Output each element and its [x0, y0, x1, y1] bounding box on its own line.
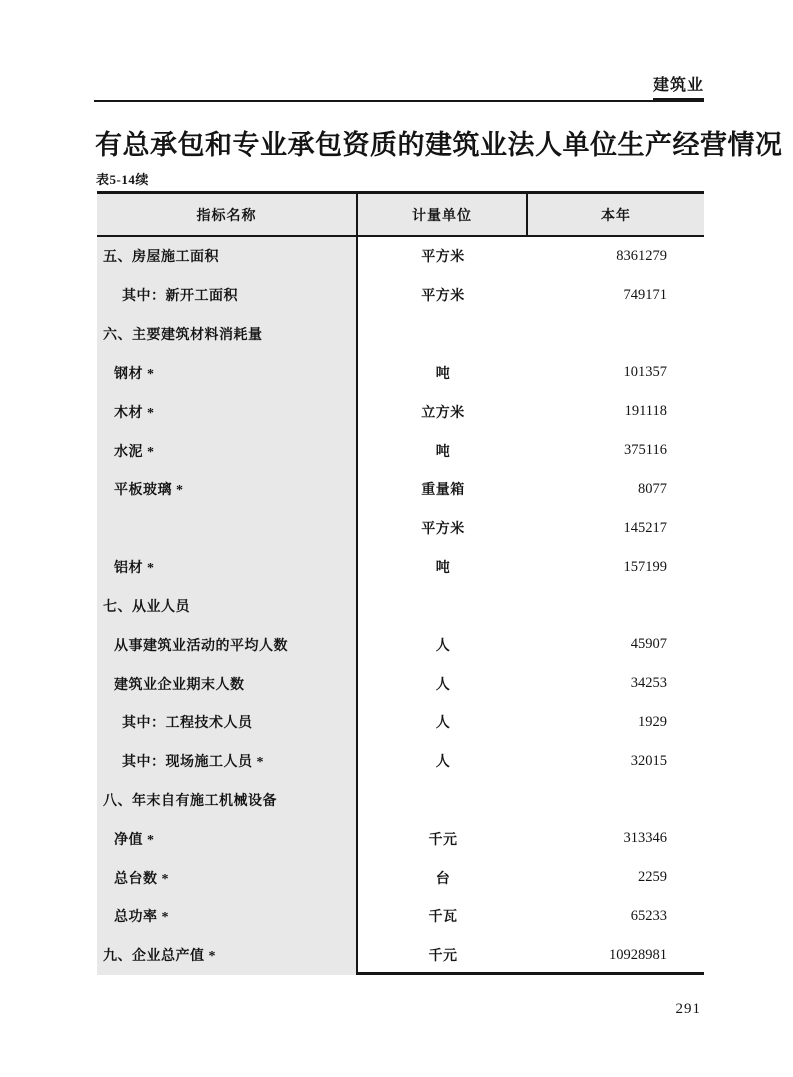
table-row: [97, 509, 704, 548]
value-cell: [528, 315, 704, 354]
unit-cell: 平方米: [421, 522, 465, 538]
table-row: [97, 237, 704, 276]
indicator-cell: 铝材 *: [97, 548, 358, 587]
unit-cell: 平方米: [421, 289, 465, 305]
table-row: [97, 431, 704, 470]
table-row: [97, 781, 704, 820]
indicator-cell: 木材 *: [97, 392, 358, 431]
unit-cell: 千瓦: [428, 910, 458, 926]
table-row: [97, 819, 704, 858]
indicator-cell: 总功率 *: [97, 897, 358, 936]
table-row: [97, 470, 704, 509]
value-cell: 749171: [623, 286, 667, 303]
table-row: [97, 315, 704, 354]
value-cell: 32015: [630, 752, 667, 769]
page-number: 291: [675, 1001, 701, 1017]
indicator-cell: 建筑业企业期末人数: [97, 664, 358, 703]
unit-cell: 人: [435, 677, 451, 693]
table-row: [97, 353, 704, 392]
unit-cell: 吨: [435, 561, 451, 577]
col-header-measure-unit: 计量单位: [358, 194, 528, 235]
page-title: 有总承包和专业承包资质的建筑业法人单位生产经营情况: [95, 130, 783, 160]
indicator-cell: [97, 509, 358, 548]
table-row: [97, 858, 704, 897]
table-row: [97, 392, 704, 431]
indicator-cell: 总台数 *: [97, 858, 358, 897]
unit-cell: 人: [435, 638, 451, 654]
value-cell: [528, 781, 704, 820]
indicator-cell: 钢材 *: [97, 353, 358, 392]
value-cell: 2259: [638, 869, 667, 886]
indicator-cell: 其中：工程技术人员: [97, 703, 358, 742]
table-row: [97, 548, 704, 587]
table-row: [97, 664, 704, 703]
unit-cell: 重量箱: [421, 483, 465, 499]
col-header-current-year: 本年: [528, 194, 704, 235]
indicator-cell: 平板玻璃 *: [97, 470, 358, 509]
indicator-cell: 七、从业人员: [97, 586, 358, 625]
unit-cell: 平方米: [421, 250, 465, 266]
unit-cell: 立方米: [421, 405, 465, 421]
value-cell: 375116: [624, 442, 667, 459]
indicator-cell: 五、房屋施工面积: [97, 237, 358, 276]
value-cell: 65233: [630, 907, 667, 924]
indicator-cell: 九、企业总产值 *: [97, 936, 358, 975]
running-head: 建筑业: [653, 76, 704, 100]
value-cell: 34253: [630, 675, 667, 692]
table-row: [97, 586, 704, 625]
table-label: 表5-14续: [96, 172, 149, 187]
table-row: [97, 936, 704, 975]
statistics-table: [97, 191, 704, 975]
value-cell: 8361279: [616, 247, 667, 264]
value-cell: 101357: [623, 364, 667, 381]
unit-cell: 台: [435, 871, 451, 887]
indicator-cell: 从事建筑业活动的平均人数: [97, 625, 358, 664]
table-body: [97, 237, 704, 975]
unit-cell: 人: [435, 716, 451, 732]
unit-cell: 吨: [435, 366, 451, 382]
indicator-cell: 其中：现场施工人员 *: [97, 742, 358, 781]
indicator-cell: 八、年末自有施工机械设备: [97, 781, 358, 820]
indicator-cell: 六、主要建筑材料消耗量: [97, 315, 358, 354]
col-header-indicator-name: 指标名称: [97, 194, 358, 235]
value-cell: 8077: [638, 480, 667, 497]
header-rule: [94, 100, 704, 102]
table-row: [97, 276, 704, 315]
table-row: [97, 742, 704, 781]
value-cell: [528, 586, 704, 625]
table-row: [97, 703, 704, 742]
indicator-cell: 净值 *: [97, 819, 358, 858]
value-cell: 313346: [623, 830, 667, 847]
indicator-cell: 其中：新开工面积: [97, 276, 358, 315]
unit-cell: 千元: [428, 832, 458, 848]
unit-cell: 人: [435, 755, 451, 771]
value-cell: 1929: [638, 713, 667, 730]
table-row: [97, 897, 704, 936]
unit-cell: [358, 586, 528, 625]
value-cell: 157199: [623, 558, 667, 575]
value-cell: 145217: [623, 519, 667, 536]
unit-cell: 吨: [435, 444, 451, 460]
table-header-row: [97, 191, 704, 237]
indicator-cell: 水泥 *: [97, 431, 358, 470]
value-cell: 191118: [624, 403, 667, 420]
value-cell: 45907: [630, 636, 667, 653]
table-row: [97, 625, 704, 664]
unit-cell: [358, 781, 528, 820]
value-cell: 10928981: [609, 946, 667, 963]
unit-cell: [358, 315, 528, 354]
unit-cell: 千元: [428, 949, 458, 965]
